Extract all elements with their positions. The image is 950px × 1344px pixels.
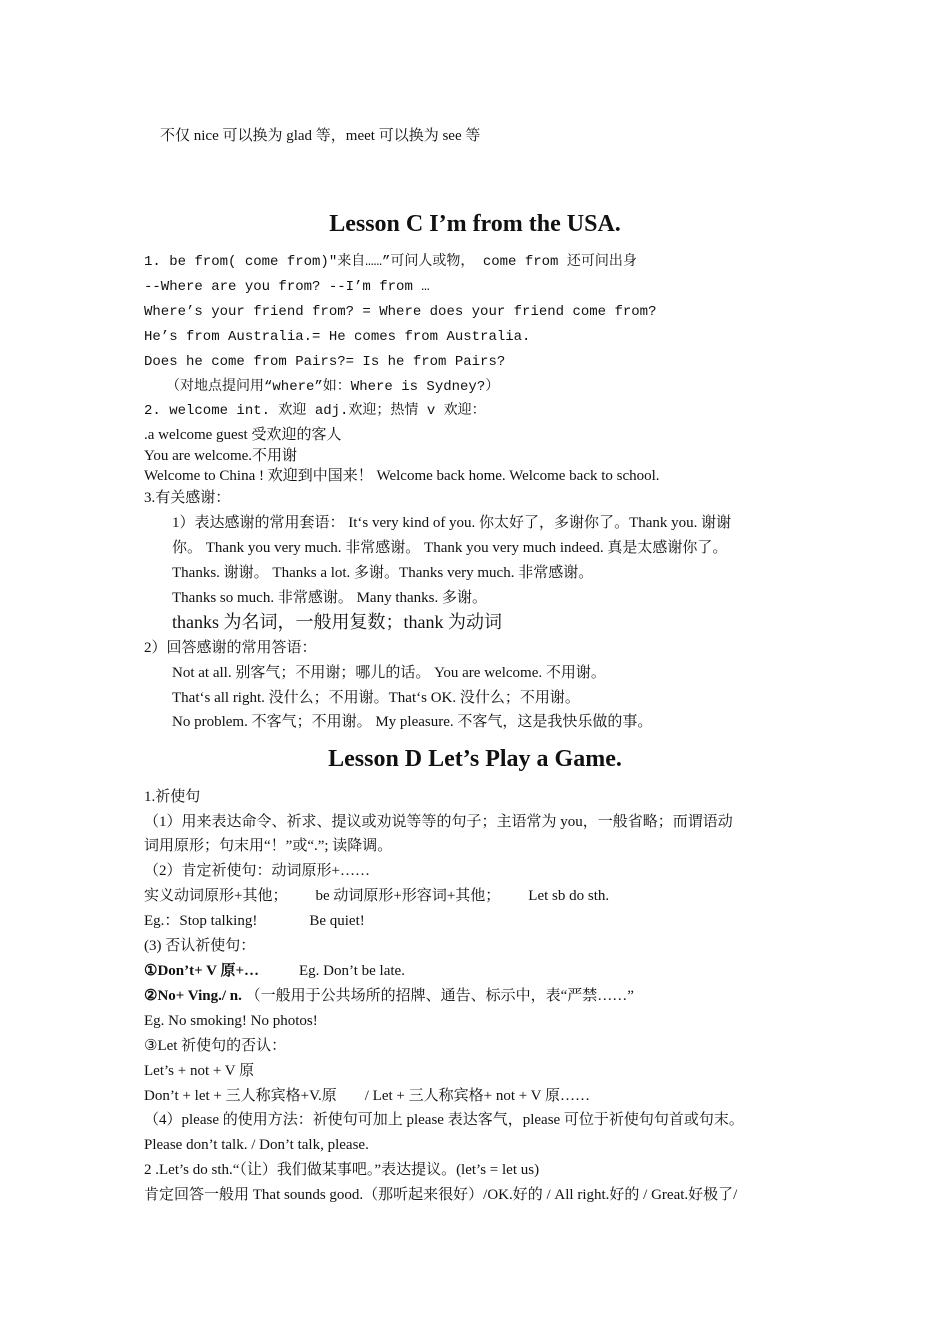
text-line: 3.有关感谢：	[144, 490, 231, 506]
text-line: Not at all. 别客气；不用谢；哪儿的话。 You are welcome. 不用谢。	[172, 665, 606, 681]
text-line: Does he come from Pairs?= Is he from Pairs?	[144, 354, 506, 370]
text-line: He’s from Australia.= He comes from Australia.	[144, 329, 531, 345]
text-line: （1）用来表达命令、祈求、提议或劝说等等的句子；主语常为 you，一般省略；而谓语动	[144, 814, 733, 830]
text-line: 1.祈使句	[144, 789, 201, 805]
text-span: / Let + 三人称宾格+ not + V 原……	[364, 1088, 590, 1104]
text-span: be 动词原形+形容词+其他；	[315, 888, 501, 904]
text-span: Let sb do sth.	[528, 888, 610, 904]
text-line: 词用原形；句末用“！”或“.”; 读降调。	[144, 838, 393, 854]
text-line	[144, 961, 405, 981]
text-line: (3) 否认祈使句：	[144, 938, 256, 954]
text-line: （4）please 的使用方法：祈使句可加上 please 表达客气，please 可位于祈使句句首或句末。	[144, 1112, 744, 1128]
text-line	[144, 986, 634, 1006]
text-span: 实义动词原形+其他；	[144, 888, 288, 904]
text-line: 2）回答感谢的常用答语：	[144, 640, 317, 656]
text-line: Thanks so much. 非常感谢。 Many thanks. 多谢。	[172, 590, 487, 606]
text-line: 你。 Thank you very much. 非常感谢。 Thank you very much indeed. 真是太感谢你了。	[172, 540, 728, 556]
text-line	[144, 911, 365, 931]
text-line: Where’s your friend from? = Where does your friend come from?	[144, 304, 657, 320]
text-line: thanks 为名词，一般用复数；thank 为动词	[172, 612, 502, 632]
text-line: You are welcome.不用谢	[144, 448, 298, 464]
text-line: Let’s + not + V 原	[144, 1063, 255, 1079]
text-span: Be quiet!	[309, 913, 365, 929]
text-line: Please don’t talk. / Don’t talk, please.	[144, 1137, 369, 1153]
text-line	[144, 886, 609, 906]
text-span: Don’t + let + 三人称宾格+V.原	[144, 1088, 337, 1104]
text-line: No problem. 不客气；不用谢。 My pleasure. 不客气，这是我快乐做的事。	[172, 714, 653, 730]
intro-line: 不仅 nice 可以换为 glad 等，meet 可以换为 see 等	[160, 128, 481, 144]
text-line: Thanks. 谢谢。 Thanks a lot. 多谢。Thanks very much. 非常感谢。	[172, 565, 594, 581]
text-line: （2）肯定祈使句：动词原形+……	[144, 863, 370, 879]
text-line: 1. be from( come from)"来自……”可问人或物， come from 还可问出身	[144, 254, 637, 270]
text-span: （一般用于公共场所的招牌、通告、标示中，表“严禁……”	[245, 988, 634, 1004]
rule-label: ②No+ Ving./ n.	[144, 988, 242, 1004]
rule-label: ①Don’t+ V 原+…	[144, 963, 259, 979]
text-line: ③Let 祈使句的否认：	[144, 1038, 287, 1054]
text-span: Eg. Don’t be late.	[299, 963, 405, 979]
text-line: 1）表达感谢的常用套语： It‘s very kind of you. 你太好了，多谢你了。Thank you. 谢谢	[172, 515, 732, 531]
lesson-c-title: Lesson C I’m from the USA.	[329, 211, 621, 237]
text-line: Eg. No smoking! No photos!	[144, 1013, 318, 1029]
text-line: .a welcome guest 受欢迎的客人	[144, 427, 342, 443]
lesson-d-title: Lesson D Let’s Play a Game.	[328, 746, 622, 772]
text-line	[144, 1086, 590, 1106]
text-line: Welcome to China ! 欢迎到中国来！ Welcome back home. Welcome back to school.	[144, 468, 660, 484]
text-line: That‘s all right. 没什么；不用谢。That‘s OK. 没什么；不用谢。	[172, 690, 580, 706]
text-line: 肯定回答一般用 That sounds good.（那听起来很好）/OK.好的 / All right.好的 / Great.好极了/	[144, 1187, 738, 1203]
text-line: 2. welcome int. 欢迎 adj.欢迎；热情 v 欢迎：	[144, 403, 486, 419]
text-span: Eg.：Stop talking!	[144, 913, 258, 929]
text-line: --Where are you from? --I’m from …	[144, 279, 430, 295]
text-line: （对地点提问用“where”如：Where is Sydney?）	[166, 379, 500, 395]
text-line: 2 .Let’s do sth.“（让）我们做某事吧。”表达提议。(let’s = let us)	[144, 1162, 540, 1178]
